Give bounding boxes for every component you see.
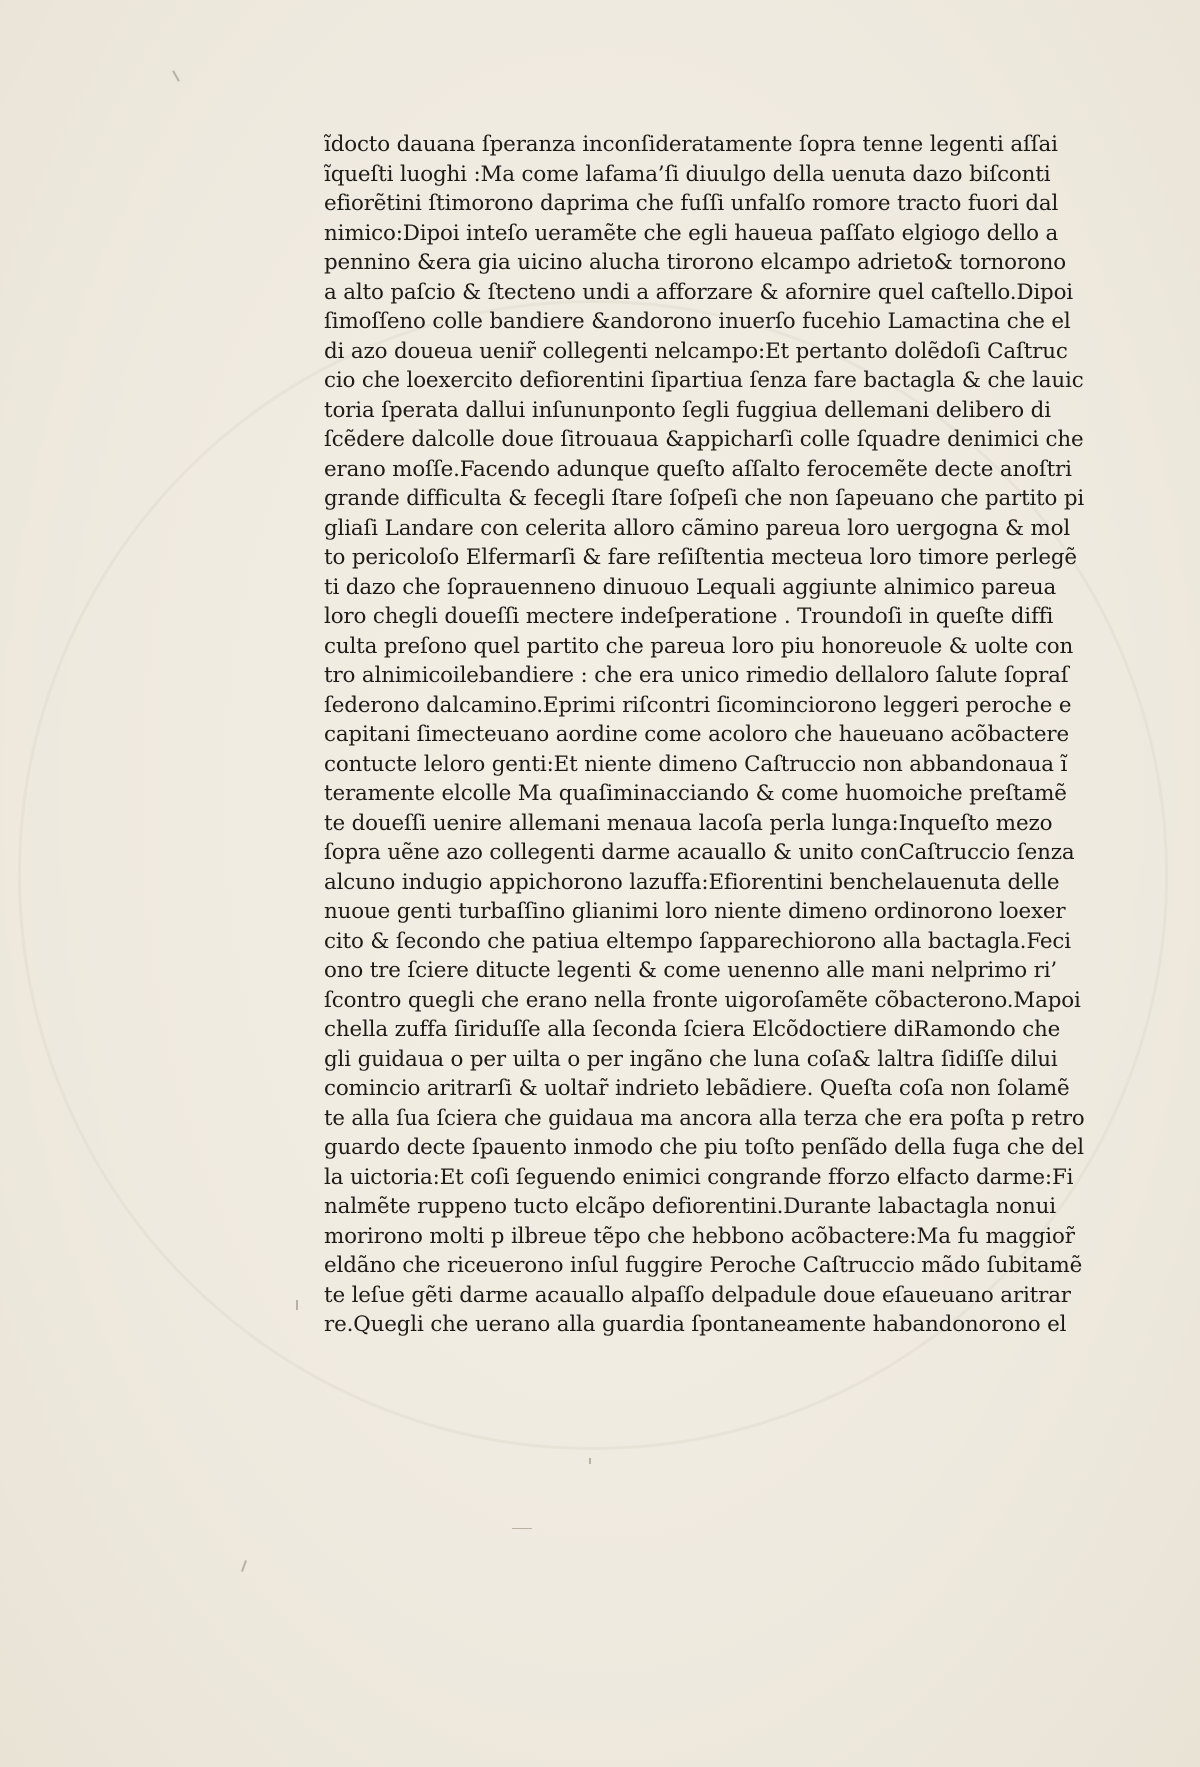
- text-line: ono tre ſciere ditucte legenti & come uenenno alle mani nelprimo ri’: [324, 958, 1058, 983]
- text-line: loro chegli doueſſi mectere indeſperatione . Troundoſi in queſte diffi: [324, 604, 1054, 629]
- text-line: ſcontro quegli che erano nella fronte uigoroſamẽte cõbacterono.Mapoi: [324, 987, 1081, 1013]
- text-line: guardo decte ſpauento inmodo che piu toſto penſãdo della fuga che del: [324, 1135, 1084, 1160]
- text-line: la uictoria:Et coſi ſeguendo enimici congrande fforzo elfacto darme:Fi: [324, 1164, 1074, 1190]
- text-line: tro alnimicoilebandiere : che era unico rimedio dellaloro ſalute ſopraſ: [324, 663, 1069, 688]
- paper-speck: [589, 1458, 591, 1464]
- text-line: cio che loexercito defiorentini ſipartiua ſenza fare bactagla & che lauic: [324, 368, 1084, 393]
- text-line: grande difficulta & fecegli ſtare ſoſpeſi che non ſapeuano che partito pi: [324, 486, 1085, 511]
- text-line: erano moſſe.Facendo adunque queſto aſſalto ferocemẽte decte anoſtri: [324, 456, 1072, 482]
- text-line: cito & ſecondo che patiua eltempo ſapparechiorono alla bactagla.Feci: [324, 928, 1071, 954]
- text-line: ſcẽdere dalcolle doue ſitrouaua &appicharſi colle ſquadre denimici che: [324, 427, 1084, 452]
- text-line: nuoue genti turbaſſino glianimi loro niente dimeno ordinorono loexer: [324, 899, 1066, 924]
- paper-speck: [512, 1528, 532, 1529]
- text-line: ſederono dalcamino.Eprimi riſcontri ſicominciorono leggeri peroche e: [324, 692, 1072, 718]
- text-line: morirono molti p ilbreue tẽpo che hebbono acõbactere:Ma fu maggior̃: [324, 1223, 1075, 1249]
- text-line: ſimoſſeno colle bandiere &andorono inuerſo fucehio Lamactina che el: [324, 309, 1071, 334]
- text-line: te alla ſua ſciera che guidaua ma ancora alla terza che era poſta p retro: [324, 1105, 1085, 1131]
- paper-speck: [241, 1560, 247, 1572]
- text-line: a alto paſcio & ſtecteno undi a afforzare & afornire quel caſtello.Dipoi: [324, 279, 1073, 305]
- text-line: pennino &era gia uicino alucha tirorono elcampo adrieto& tornorono: [324, 250, 1067, 275]
- text-line: culta preſono quel partito che pareua loro piu honoreuole & uolte con: [324, 633, 1074, 659]
- text-line: nalmẽte ruppeno tucto elcãpo defiorentini.Durante labactagla nonui: [324, 1194, 1056, 1219]
- text-line: eldãno che riceuerono inſul fuggire Peroche Caſtruccio mãdo ſubitamẽ: [324, 1253, 1083, 1278]
- text-line: gliaſi Landare con celerita alloro cãmino pareua loro uergogna & mol: [324, 515, 1071, 541]
- text-line: capitani ſimecteuano aordine come acoloro che haueuano acõbactere: [324, 722, 1070, 747]
- text-line: re.Quegli che uerano alla guardia ſpontaneamente habandonorono el: [324, 1312, 1067, 1337]
- paper-speck: [172, 70, 180, 81]
- text-line: gli guidaua o per uilta o per ingãno che luna coſa& laltra ſidiſſe dilui: [324, 1046, 1058, 1072]
- text-line: chella zuffa ſiriduſſe alla ſeconda ſciera Elcõdoctiere diRamondo che: [324, 1017, 1061, 1042]
- text-line: alcuno indugio appichorono lazuffa:Efiorentini benchelauenuta delle: [324, 869, 1060, 895]
- text-line: efiorẽtini ſtimorono daprima che fuſſi unfalſo romore tracto fuori dal: [324, 191, 1059, 216]
- text-line: teramente elcolle Ma quaſiminacciando & come huomoiche preſtamẽ: [324, 781, 1067, 806]
- text-line: te doueſſi uenire allemani menaua lacoſa perla lunga:Inqueſto mezo: [324, 810, 1053, 836]
- text-line: ti dazo che ſoprauenneno dinuouo Lequali aggiunte alnimico pareua: [324, 574, 1057, 600]
- text-line: comincio aritrarſi & uoltar̃ indrieto lebãdiere. Queſta coſa non ſolamẽ: [324, 1076, 1070, 1101]
- text-line: nimico:Dipoi inteſo ueramẽte che egli haueua paſſato elgiogo dello a: [324, 220, 1059, 246]
- text-line: di azo doueua uenir̃ collegenti nelcampo:Et pertanto dolẽdoſi Caſtruc: [324, 338, 1068, 364]
- text-line: contucte leloro genti:Et niente dimeno Caſtruccio non abbandonaua ĩ: [324, 751, 1068, 777]
- paper-speck: [296, 1300, 298, 1310]
- text-line: ſopra uẽne azo collegenti darme acauallo & unito conCaſtruccio ſenza: [324, 840, 1075, 865]
- text-line: toria ſperata dallui inſununponto ſegli fuggiua dellemani delibero di: [324, 397, 1051, 423]
- text-line: to pericoloſo Elfermarſi & fare reſiſtentia mecteua loro timore perlegẽ: [324, 545, 1077, 570]
- text-line: ĩdocto dauana ſperanza inconſideratamente ſopra tenne legenti aſſai: [324, 132, 1058, 157]
- body-text: [324, 130, 1084, 1340]
- text-line: ĩqueſti luoghi :Ma come lafama’ſi diuulgo della uenuta dazo biſconti: [324, 161, 1051, 187]
- text-line: te leſue gẽti darme acauallo alpaſſo delpadule doue eſaueuano aritrar: [324, 1282, 1071, 1308]
